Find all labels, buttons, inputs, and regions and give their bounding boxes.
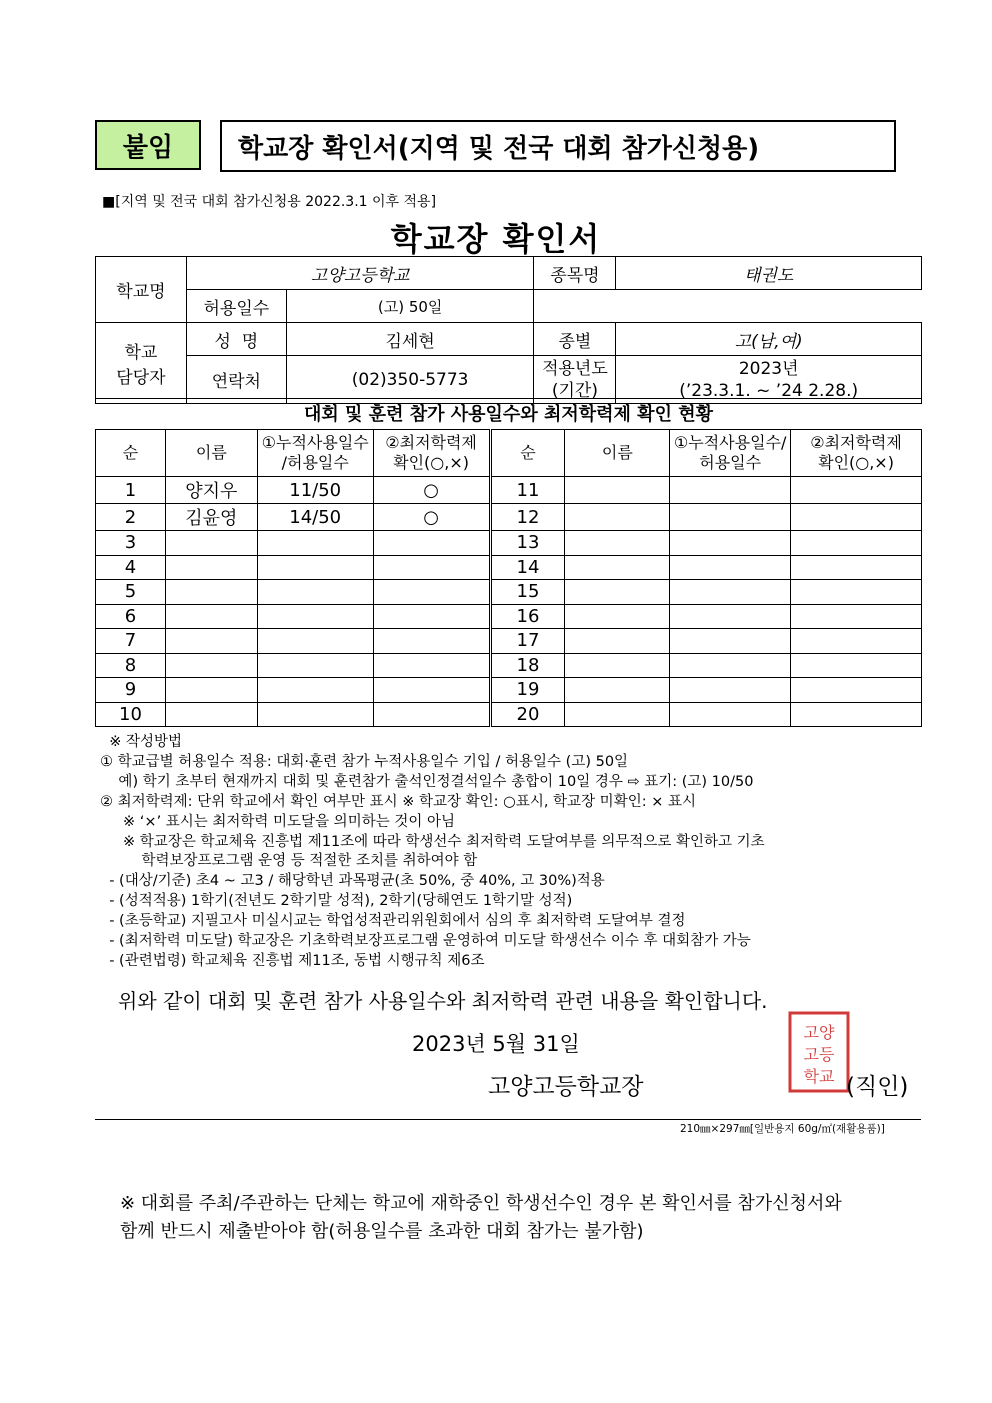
table-row (96, 702, 922, 727)
official-seal (787, 1010, 851, 1094)
instruction-line: - (관련법령) 학교체육 진흥법 제11조, 동법 시행규칙 제6조 (100, 952, 485, 969)
usage-table (95, 429, 922, 727)
row-no-2: 15 (490, 580, 565, 605)
row-name (165, 653, 257, 678)
row-name (165, 629, 257, 654)
writing-instructions (100, 733, 930, 972)
attachment-tag: 붙임 (95, 120, 201, 170)
footer-note: ※ 대회를 주최/주관하는 단체는 학교에 재학중인 학생선수인 경우 본 확인서를 참가신청서와 함께 반드시 제출받아야 함(허용일수를 초과한 대회 참가는 불가함) (120, 1193, 842, 1242)
table-row (96, 629, 922, 654)
school-info-table (95, 256, 922, 404)
row-days-2 (670, 555, 791, 580)
school-name-value: 고양고등학교 (186, 257, 534, 290)
row-check (373, 555, 490, 580)
instruction-line: ② 최저학력제: 단위 학교에서 확인 여부만 표시 ※ 학교장 확인: ○표시, 학교장 미확인: × 표시 (100, 793, 696, 810)
row-no-2: 19 (490, 678, 565, 703)
event-label: 종목명 (534, 257, 616, 290)
row-no-2: 11 (490, 477, 565, 504)
row-no-2: 16 (490, 604, 565, 629)
row-no-2: 20 (490, 702, 565, 727)
row-days: 14/50 (257, 504, 373, 531)
contact-value: (02)350-5773 (286, 356, 534, 404)
row-no-2: 12 (490, 504, 565, 531)
row-check-2 (791, 678, 922, 703)
school-name-label: 학교명 (96, 257, 187, 323)
header-no: 순 (96, 430, 166, 477)
row-name-2 (565, 604, 670, 629)
instruction-line: - (성적적용) 1학기(전년도 2학기말 성적), 2학기(당해연도 1학기말 성적) (100, 893, 573, 910)
row-days-2 (670, 604, 791, 629)
allowed-days-label: 허용일수 (186, 290, 286, 323)
instruction-line: 예) 학기 초부터 현재까지 대회 및 훈련참가 출석인정결석일수 총합이 10일 경우 ⇨ 표기: (고) 10/50 (100, 773, 754, 790)
table-row (96, 531, 922, 556)
header-days-2: ①누적사용일수/ 허용일수 (670, 430, 791, 477)
row-name: 양지우 (165, 477, 257, 504)
instruction-line: ※ 학교장은 학교체육 진흥법 제11조에 따라 학생선수 최저학력 도달여부를 의무적으로 확인하고 기초 (100, 833, 765, 850)
row-days-2 (670, 531, 791, 556)
header-check: ②최저학력제 확인(○,×) (373, 430, 490, 477)
row-no: 2 (96, 504, 166, 531)
row-no: 8 (96, 653, 166, 678)
row-name-2 (565, 531, 670, 556)
row-check-2 (791, 702, 922, 727)
header-name: 이름 (165, 430, 257, 477)
row-no-2: 14 (490, 555, 565, 580)
row-no-2: 13 (490, 531, 565, 556)
svg-text:고등: 고등 (803, 1045, 835, 1064)
row-no: 1 (96, 477, 166, 504)
contact-label: 연락처 (186, 356, 286, 404)
row-no: 9 (96, 678, 166, 703)
row-days-2 (670, 702, 791, 727)
allowed-days-value: (고) 50일 (286, 290, 534, 323)
year-label: 적용년도 (기간) (534, 356, 616, 404)
row-check (373, 531, 490, 556)
row-name (165, 678, 257, 703)
row-name-2 (565, 702, 670, 727)
row-days (257, 531, 373, 556)
row-no: 6 (96, 604, 166, 629)
row-check-2 (791, 555, 922, 580)
divider (95, 1119, 921, 1120)
row-days-2 (670, 504, 791, 531)
header-no-2: 순 (490, 430, 565, 477)
row-check (373, 629, 490, 654)
instruction-line: ① 학교급별 허용일수 적용: 대회·훈련 참가 누적사용일수 기입 / 허용일수 (고) 50일 (100, 753, 629, 770)
instruction-line: 학력보장프로그램 운영 등 적절한 조치를 취하여야 함 (100, 853, 478, 870)
manager-label: 학교 담당자 (96, 323, 187, 404)
row-days (257, 702, 373, 727)
row-name: 김윤영 (165, 504, 257, 531)
manager-name-label: 성 명 (186, 323, 286, 356)
row-check (373, 678, 490, 703)
row-check: ○ (373, 477, 490, 504)
svg-text:고양: 고양 (803, 1023, 835, 1042)
row-days (257, 653, 373, 678)
row-name (165, 604, 257, 629)
row-no-2: 17 (490, 629, 565, 654)
table-row (96, 580, 922, 605)
table-row (96, 504, 922, 531)
row-check (373, 604, 490, 629)
instruction-line: - (대상/기준) 초4 ~ 고3 / 해당학년 과목평균(초 50%, 중 40%, 고 30%)적용 (100, 873, 605, 890)
row-check-2 (791, 653, 922, 678)
row-days (257, 555, 373, 580)
row-days (257, 604, 373, 629)
row-no: 4 (96, 555, 166, 580)
table-row (96, 555, 922, 580)
table-row (96, 653, 922, 678)
row-days (257, 580, 373, 605)
header-check-2: ②최저학력제 확인(○,×) (791, 430, 922, 477)
row-name-2 (565, 504, 670, 531)
table-row (96, 604, 922, 629)
row-check (373, 653, 490, 678)
row-name-2 (565, 477, 670, 504)
row-days: 11/50 (257, 477, 373, 504)
row-name (165, 702, 257, 727)
table-row (96, 678, 922, 703)
category-value: 고(남,여) (616, 323, 922, 356)
row-name-2 (565, 580, 670, 605)
period-value: (’23.3.1. ~ ’24 2.28.) (679, 380, 859, 401)
confirmation-statement: 위와 같이 대회 및 훈련 참가 사용일수와 최저학력 관련 내용을 확인합니다. (118, 989, 768, 1013)
row-days-2 (670, 580, 791, 605)
instruction-line: ※ 작성방법 (100, 734, 183, 750)
row-no: 3 (96, 531, 166, 556)
row-check-2 (791, 580, 922, 605)
instruction-line: ※ ‘×’ 표시는 최저학력 미도달을 의미하는 것이 아님 (100, 813, 455, 830)
row-check-2 (791, 629, 922, 654)
row-check-2 (791, 504, 922, 531)
manager-name-value: 김세현 (286, 323, 534, 356)
page-title: 학교장 확인서 (390, 220, 602, 258)
instruction-line: - (초등학교) 지필고사 미실시교는 학업성적관리위원회에서 심의 후 최저학력 도달여부 결정 (100, 913, 686, 930)
row-check (373, 702, 490, 727)
row-name-2 (565, 629, 670, 654)
paper-spec: 210㎜×297㎜[일반용지 60g/㎡(재활용품)] (680, 1123, 885, 1135)
row-name (165, 580, 257, 605)
instruction-line: - (최저학력 미도달) 학교장은 기초학력보장프로그램 운영하여 미도달 학생선수 이수 후 대회참가 가능 (100, 933, 751, 950)
row-name-2 (565, 555, 670, 580)
row-check-2 (791, 531, 922, 556)
row-days (257, 678, 373, 703)
seal-label: (직인) (846, 1074, 909, 1100)
issue-date: 2023년 5월 31일 (412, 1032, 580, 1056)
row-days-2 (670, 477, 791, 504)
section-title: 대회 및 훈련 참가 사용일수와 최저학력제 확인 현황 (95, 398, 922, 430)
document-heading: 학교장 확인서(지역 및 전국 대회 참가신청용) (220, 120, 896, 172)
header-days: ①누적사용일수 /허용일수 (257, 430, 373, 477)
row-name-2 (565, 678, 670, 703)
row-check-2 (791, 604, 922, 629)
header-name-2: 이름 (565, 430, 670, 477)
row-check (373, 580, 490, 605)
applicability-note: ■[지역 및 전국 대회 참가신청용 2022.3.1 이후 적용] (102, 194, 437, 210)
row-check-2 (791, 477, 922, 504)
year-cell (616, 356, 922, 404)
row-name-2 (565, 653, 670, 678)
row-name (165, 531, 257, 556)
table-row (96, 477, 922, 504)
row-check: ○ (373, 504, 490, 531)
row-name (165, 555, 257, 580)
svg-text:학교: 학교 (803, 1067, 835, 1086)
row-days-2 (670, 629, 791, 654)
row-no: 5 (96, 580, 166, 605)
row-days-2 (670, 678, 791, 703)
year-value: 2023년 (738, 358, 799, 379)
principal-name: 고양고등학교장 (488, 1074, 644, 1100)
event-value: 태권도 (616, 257, 922, 290)
row-no: 7 (96, 629, 166, 654)
category-label: 종별 (534, 323, 616, 356)
row-days-2 (670, 653, 791, 678)
row-no-2: 18 (490, 653, 565, 678)
row-days (257, 629, 373, 654)
row-no: 10 (96, 702, 166, 727)
